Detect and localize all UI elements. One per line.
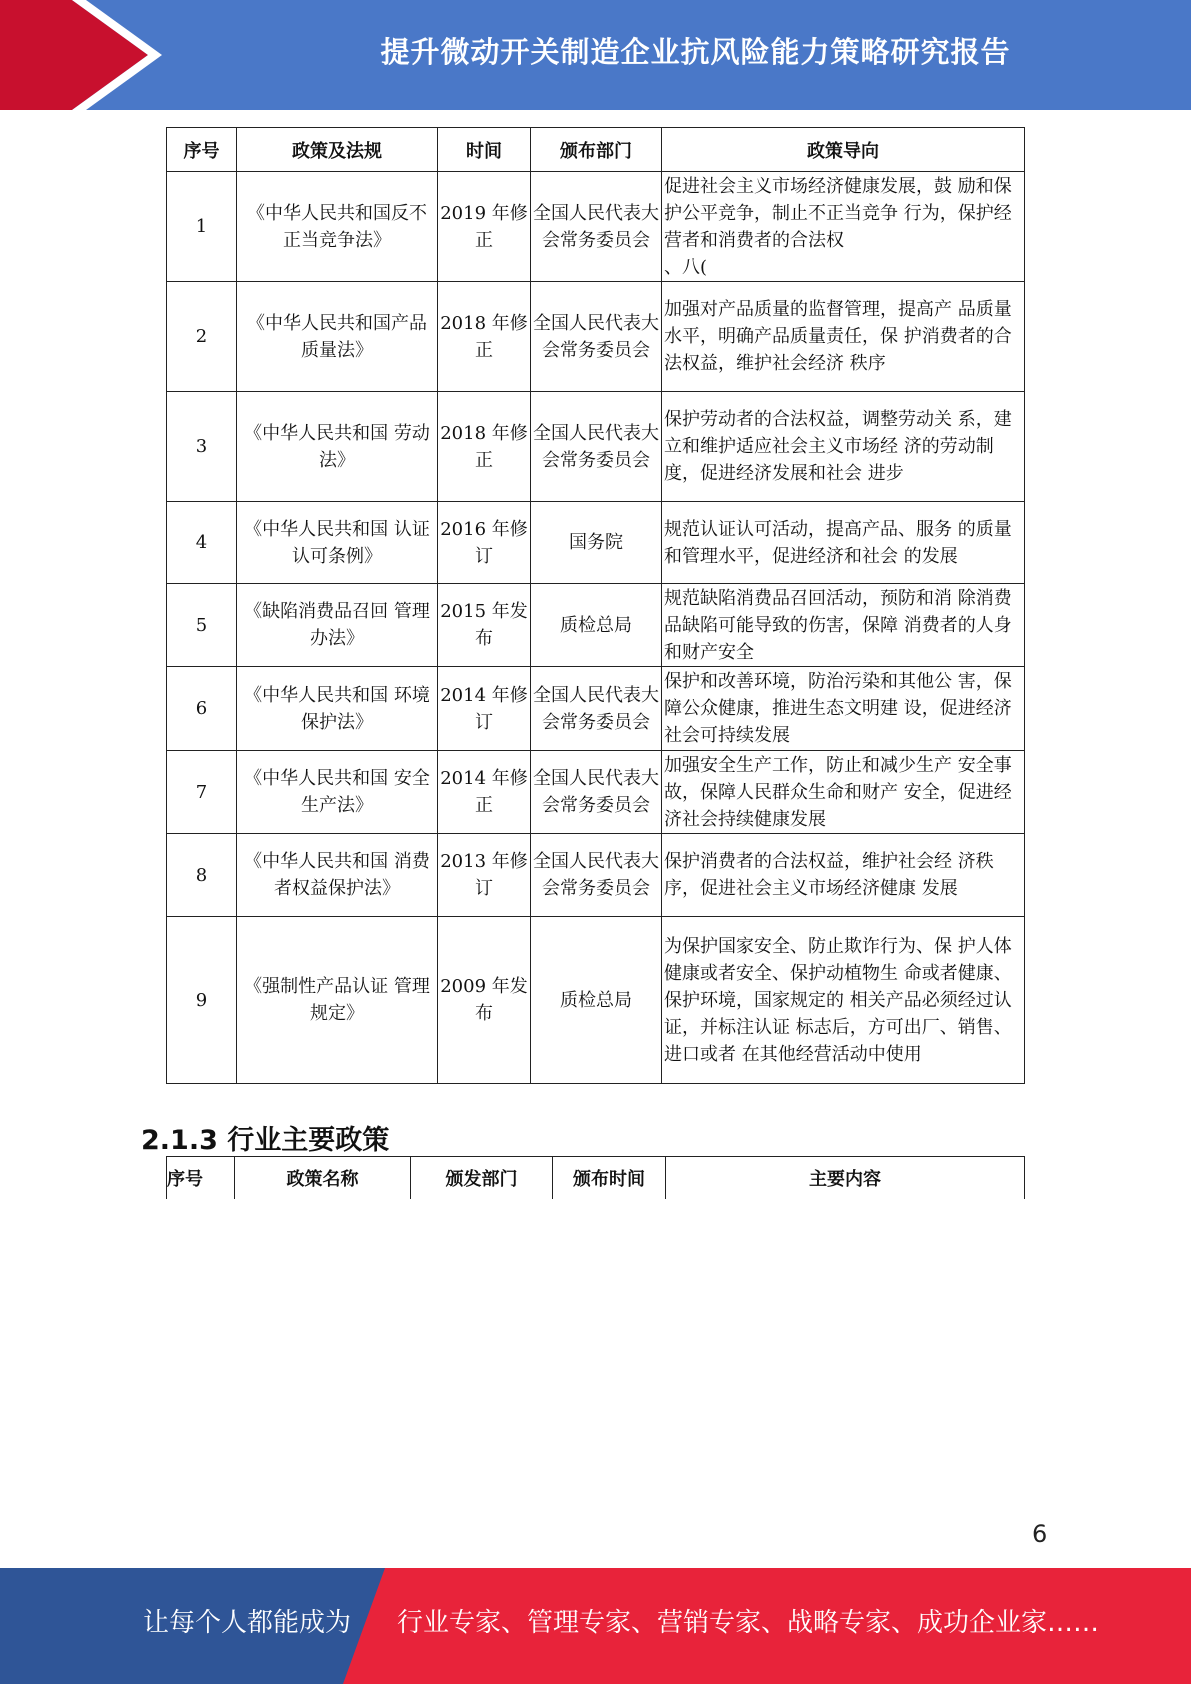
law-dept: 国务院 (531, 502, 662, 584)
law-guide: 加强安全生产工作，防止和减少生产 安全事故，保障人民群众生命和财产 安全，促进经济社会持续健康发展 (662, 751, 1025, 834)
row-number: 6 (167, 667, 237, 751)
law-dept: 全国人民代表大会常务委员会 (531, 834, 662, 917)
header-banner (0, 0, 1191, 110)
law-name: 《中华人民共和国 消费者权益保护法》 (237, 834, 438, 917)
table-row (167, 392, 1025, 502)
law-time: 2016 年修订 (438, 502, 531, 584)
col-header-policy-name: 政策名称 (235, 1157, 411, 1200)
report-title: 提升微动开关制造企业抗风险能力策略研究报告 (380, 34, 1011, 69)
footer-slogan-left: 让每个人都能成为 (143, 1608, 352, 1638)
col-header-issuing-dept: 颁发部门 (411, 1157, 553, 1200)
law-dept: 质检总局 (531, 917, 662, 1084)
law-guide: 规范认证认可活动，提高产品、服务 的质量和管理水平，促进经济和社会 的发展 (662, 502, 1025, 584)
table-row (167, 282, 1025, 392)
row-number: 2 (167, 282, 237, 392)
law-name: 《中华人民共和国 环境保护法》 (237, 667, 438, 751)
footer-banner (0, 1568, 1191, 1684)
table-row (167, 751, 1025, 834)
row-number: 5 (167, 584, 237, 667)
col-header-num: 序号 (167, 128, 237, 172)
law-time: 2018 年修正 (438, 392, 531, 502)
col-header-dept: 颁布部门 (531, 128, 662, 172)
law-name: 《中华人民共和国反不正当竞争法》 (237, 172, 438, 282)
col-header-main-content: 主要内容 (666, 1157, 1025, 1200)
table-row (167, 834, 1025, 917)
law-guide: 加强对产品质量的监督管理，提高产 品质量水平，明确产品质量责任，保 护消费者的合法权益，维护社会经济 秩序 (662, 282, 1025, 392)
law-time: 2018 年修正 (438, 282, 531, 392)
row-number: 3 (167, 392, 237, 502)
law-guide: 规范缺陷消费品召回活动，预防和消 除消费品缺陷可能导致的伤害，保障 消费者的人身和财产安全 (662, 584, 1025, 667)
col-header-law: 政策及法规 (237, 128, 438, 172)
col-header-guide: 政策导向 (662, 128, 1025, 172)
col-header-time: 时间 (438, 128, 531, 172)
row-number: 4 (167, 502, 237, 584)
col-header-num: 序号 (167, 1157, 235, 1200)
table-row (167, 667, 1025, 751)
law-dept: 全国人民代表大会常务委员会 (531, 667, 662, 751)
law-name: 《中华人民共和国 安全生产法》 (237, 751, 438, 834)
table-row (167, 917, 1025, 1084)
law-name: 《中华人民共和国 认证认可条例》 (237, 502, 438, 584)
footer-slogan-right: 行业专家、管理专家、营销专家、战略专家、成功企业家…… (397, 1608, 1100, 1638)
law-dept: 全国人民代表大会常务委员会 (531, 751, 662, 834)
law-guide: 为保护国家安全、防止欺诈行为、保 护人体健康或者安全、保护动植物生 命或者健康、保护环境，国家规定的 相关产品必须经过认证，并标注认证 标志后，方可出厂、销售、进口或者 在其他经营活动中使用 (662, 917, 1025, 1084)
table-row (167, 584, 1025, 667)
law-time: 2009 年发布 (438, 917, 531, 1084)
law-time: 2013 年修订 (438, 834, 531, 917)
law-name: 《中华人民共和国产品质量法》 (237, 282, 438, 392)
row-number: 9 (167, 917, 237, 1084)
law-guide: 保护消费者的合法权益，维护社会经 济秩序，促进社会主义市场经济健康 发展 (662, 834, 1025, 917)
law-time: 2014 年修订 (438, 667, 531, 751)
law-name: 《缺陷消费品召回 管理办法》 (237, 584, 438, 667)
law-guide: 保护和改善环境，防治污染和其他公 害，保障公众健康，推进生态文明建 设，促进经济社会可持续发展 (662, 667, 1025, 751)
law-time: 2019 年修正 (438, 172, 531, 282)
law-time: 2014 年修正 (438, 751, 531, 834)
law-name: 《强制性产品认证 管理规定》 (237, 917, 438, 1084)
law-dept: 质检总局 (531, 584, 662, 667)
section-heading: 2.1.3 行业主要政策 (141, 1125, 390, 1156)
table-header-row (167, 128, 1025, 172)
law-guide: 促进社会主义市场经济健康发展，鼓 励和保护公平竞争，制止不正当竞争 行为，保护经营者和消费者的合法权 、八( (662, 172, 1025, 282)
table-row (167, 172, 1025, 282)
table-row (167, 502, 1025, 584)
row-number: 8 (167, 834, 237, 917)
law-guide: 保护劳动者的合法权益，调整劳动关 系，建立和维护适应社会主义市场经 济的劳动制度，促进经济发展和社会 进步 (662, 392, 1025, 502)
policy-law-table (166, 127, 1025, 1084)
law-dept: 全国人民代表大会常务委员会 (531, 392, 662, 502)
col-header-issue-time: 颁布时间 (553, 1157, 666, 1200)
law-dept: 全国人民代表大会常务委员会 (531, 282, 662, 392)
page-number: 6 (1032, 1520, 1048, 1548)
law-dept: 全国人民代表大会常务委员会 (531, 172, 662, 282)
row-number: 1 (167, 172, 237, 282)
industry-policy-table (166, 1156, 1025, 1199)
row-number: 7 (167, 751, 237, 834)
law-time: 2015 年发布 (438, 584, 531, 667)
table-header-row (167, 1157, 1025, 1200)
law-name: 《中华人民共和国 劳动法》 (237, 392, 438, 502)
